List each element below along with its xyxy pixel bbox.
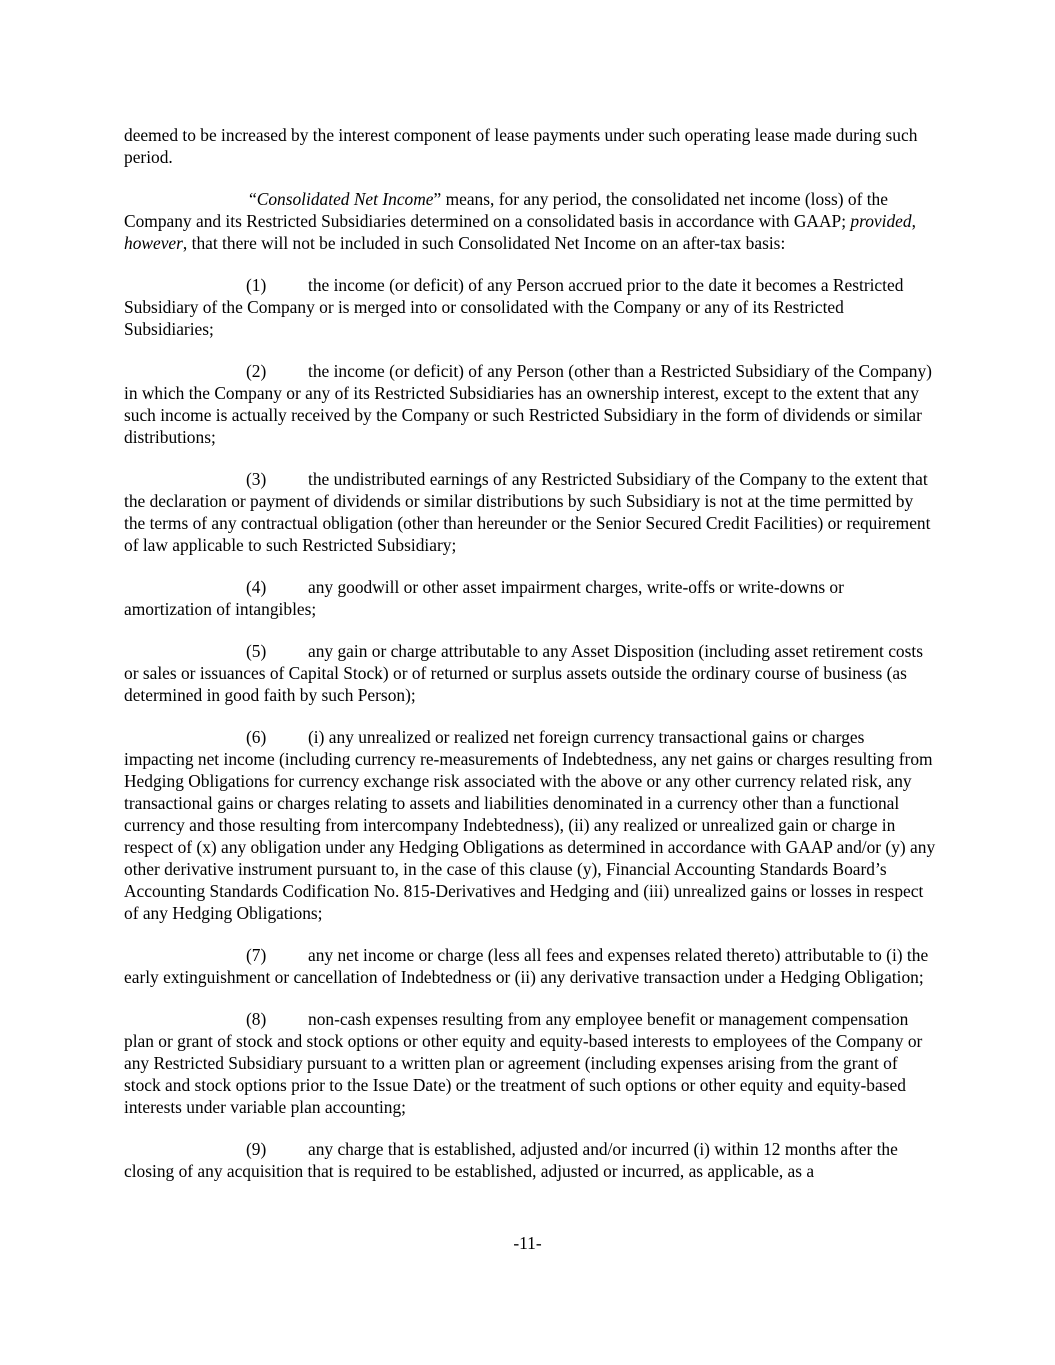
definition-paragraph [124, 188, 936, 254]
continuation-paragraph: deemed to be increased by the interest component of lease payments under such operating lease made during such period. [124, 125, 918, 167]
item-number: (4) [246, 577, 267, 597]
list-item [124, 360, 936, 448]
item-number: (8) [246, 1009, 267, 1029]
item-text: (i) any unrealized or realized net foreign currency transactional gains or charges impacting net income (including currency re-measurements of Indebtedness, any net gains or charges resulting from Hedging Obligations for currency exchange risk associated with the above or any other currency related risk, any transactional gains or charges relating to assets and liabilities denominated in a currency other than a functional currency and those resulting from intercompany Indebtedness), (ii) any realized or unrealized gain or charge in respect of (x) any obligation under any Hedging Obligations as determined in accordance with GAAP and/or (y) any other derivative instrument pursuant to, in the case of this clause (y), Financial Accounting Standards Board’s Accounting Standards Codification No. 815-Derivatives and Hedging and (iii) unrealized gains or losses in respect of any Hedging Obligations; [124, 727, 936, 923]
item-text: non-cash expenses resulting from any employee benefit or management compensation plan or grant of stock and stock options or other equity and equity-based interests to employees of the Company or any Restricted Subsidiary pursuant to a written plan or agreement (including expenses arising from the grant of stock and stock options prior to the Issue Date) or the treatment of such options or other equity and equity-based interests under variable plan accounting; [124, 1009, 923, 1117]
defined-term: Consolidated Net Income [256, 189, 434, 209]
item-number: (7) [246, 945, 267, 965]
list-item [124, 468, 936, 556]
list-item [124, 726, 936, 924]
list-item [124, 1008, 936, 1118]
item-number: (6) [246, 727, 267, 747]
item-text: any charge that is established, adjusted and/or incurred (i) within 12 months after the closing of any acquisition that is required to be established, adjusted or incurred, as applicable, as a [124, 1139, 898, 1181]
list-item [124, 1138, 936, 1182]
item-number: (2) [246, 361, 267, 381]
comma: , [911, 211, 916, 231]
item-number: (5) [246, 641, 267, 661]
item-number: (9) [246, 1139, 267, 1159]
definition-text-1: means, for any period, the consolidated net income (loss) of the Company and its Restricted Subsidiaries determined on a consolidated basis in accordance with GAAP; [124, 189, 888, 231]
item-text: any goodwill or other asset impairment charges, write-offs or write-downs or amortization of intangibles; [124, 577, 844, 619]
list-item [124, 274, 936, 340]
close-quote: ” [433, 189, 442, 209]
provided-word: provided [850, 211, 912, 231]
list-item [124, 640, 936, 706]
item-text: the undistributed earnings of any Restricted Subsidiary of the Company to the extent that the declaration or payment of dividends or similar distributions by such Subsidiary is not at the time permitted by the terms of any contractual obligation (other than hereunder or the Senior Secured Credit Facilities) or requirement of law applicable to such Restricted Subsidiary; [124, 469, 931, 555]
definition-text-2: , that there will not be included in such Consolidated Net Income on an after-tax basis: [182, 233, 786, 253]
item-text: the income (or deficit) of any Person accrued prior to the date it becomes a Restricted Subsidiary of the Company or is merged into or consolidated with the Company or any of its Restricted Subsidiaries; [124, 275, 904, 339]
item-number: (1) [246, 275, 267, 295]
list-item [124, 576, 936, 620]
item-text: the income (or deficit) of any Person (other than a Restricted Subsidiary of the Company) in which the Company or any of its Restricted Subsidiaries has an ownership interest, except to the extent that any such income is actually received by the Company or such Restricted Subsidiary in the form of dividends or similar distributions; [124, 361, 932, 447]
list-item [124, 944, 936, 988]
item-text: any gain or charge attributable to any Asset Disposition (including asset retirement costs or sales or issuances of Capital Stock) or of returned or surplus assets outside the ordinary course of business (as determined in good faith by such Person); [124, 641, 923, 705]
page-number: -11- [513, 1233, 542, 1253]
document-page [124, 124, 936, 1202]
however-word: however [124, 233, 183, 253]
open-quote: “ [249, 189, 257, 209]
item-text: any net income or charge (less all fees and expenses related thereto) attributable to (i) the early extinguishment or cancellation of Indebtedness or (ii) any derivative transaction under a Hedging Obligation; [124, 945, 929, 987]
item-number: (3) [246, 469, 267, 489]
